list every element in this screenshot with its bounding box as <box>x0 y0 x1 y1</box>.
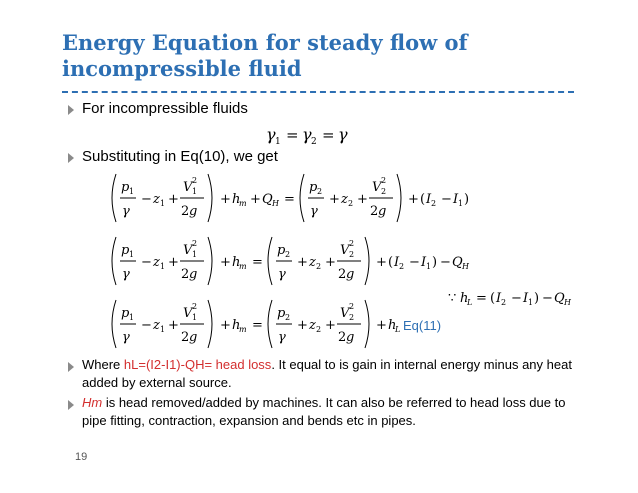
head-loss-definition <box>448 287 588 309</box>
svg-text:g: g <box>189 204 198 219</box>
svg-text:=: = <box>476 291 487 306</box>
svg-text:2: 2 <box>348 199 354 208</box>
svg-text:h: h <box>232 318 241 333</box>
svg-text:−: − <box>141 255 152 270</box>
note1-head-loss-term: hL=(I2-I1)-QH= head loss <box>123 357 272 372</box>
svg-text:1: 1 <box>192 187 198 196</box>
svg-text:p: p <box>121 243 130 258</box>
svg-text:g: g <box>346 267 355 282</box>
note-head-loss <box>82 356 582 392</box>
svg-text:p: p <box>277 243 286 258</box>
svg-text:γ: γ <box>278 267 286 282</box>
svg-text:+: + <box>297 255 308 270</box>
svg-text:2: 2 <box>349 250 355 259</box>
svg-text:p: p <box>309 180 318 195</box>
slide-title-line2: incompressible fluid <box>62 56 302 81</box>
svg-text:(: ( <box>388 255 394 270</box>
svg-text:2: 2 <box>399 262 405 271</box>
bullet-arrow-icon <box>68 153 74 163</box>
svg-text:z: z <box>309 318 316 333</box>
svg-text:(: ( <box>420 192 426 207</box>
svg-text:z: z <box>153 318 160 333</box>
note2-rest: is head removed/added by machines. It can also be referred to head loss due to pipe fitting, contraction, expansion and bends etc in pipes. <box>82 395 566 428</box>
svg-text:p: p <box>277 306 286 321</box>
svg-text:Q: Q <box>262 192 273 207</box>
svg-text:2: 2 <box>285 250 291 259</box>
svg-text:γ: γ <box>338 125 348 144</box>
svg-text:−: − <box>542 291 553 306</box>
svg-text:V: V <box>340 243 350 258</box>
svg-text:2: 2 <box>338 330 347 345</box>
svg-text:−: − <box>409 255 420 270</box>
svg-text:1: 1 <box>192 250 198 259</box>
equation-c <box>108 296 408 352</box>
svg-text:γ: γ <box>122 204 130 219</box>
svg-text:2: 2 <box>370 204 379 219</box>
svg-text:1: 1 <box>160 262 166 271</box>
svg-text:g: g <box>189 267 198 282</box>
svg-text:γ: γ <box>122 330 130 345</box>
svg-text:g: g <box>189 330 198 345</box>
svg-text:=: = <box>284 192 295 207</box>
svg-text:γ: γ <box>278 330 286 345</box>
svg-text:2: 2 <box>338 267 347 282</box>
svg-text:1: 1 <box>160 199 166 208</box>
bullet-arrow-icon <box>68 105 74 115</box>
svg-text:I: I <box>496 291 502 306</box>
svg-text:h: h <box>232 192 241 207</box>
svg-text:+: + <box>376 255 387 270</box>
svg-text:h: h <box>232 255 241 270</box>
svg-text:2: 2 <box>381 187 387 196</box>
svg-text:1: 1 <box>275 137 281 147</box>
svg-text:−: − <box>441 192 452 207</box>
bullet-arrow-icon <box>68 400 74 410</box>
svg-text:V: V <box>183 180 193 195</box>
svg-text:h: h <box>460 291 469 306</box>
note1-rest: . It equal to is gain in internal energy minus any heat added by external source. <box>82 357 572 390</box>
svg-text:V: V <box>372 180 382 195</box>
slide-title <box>62 30 582 82</box>
svg-text:+: + <box>220 318 231 333</box>
svg-text:γ: γ <box>266 125 276 144</box>
svg-text:γ: γ <box>302 125 312 144</box>
svg-text:2: 2 <box>192 302 198 311</box>
svg-text:∵: ∵ <box>448 291 457 306</box>
svg-text:): ) <box>464 192 470 207</box>
svg-text:−: − <box>440 255 451 270</box>
note1-prefix: Where <box>82 357 124 372</box>
svg-text:I: I <box>426 192 432 207</box>
bullet-arrow-icon <box>68 362 74 372</box>
svg-text:I: I <box>421 255 427 270</box>
svg-text:−: − <box>511 291 522 306</box>
svg-text:+: + <box>220 192 231 207</box>
svg-text:2: 2 <box>349 313 355 322</box>
svg-text:+: + <box>297 318 308 333</box>
svg-text:=: = <box>252 318 263 333</box>
svg-text:2: 2 <box>181 267 190 282</box>
svg-text:+: + <box>168 255 179 270</box>
svg-text:2: 2 <box>192 176 198 185</box>
svg-text:V: V <box>340 306 350 321</box>
equation-b <box>108 233 578 289</box>
svg-text:2: 2 <box>317 187 323 196</box>
svg-text:−: − <box>141 318 152 333</box>
gamma-equation <box>266 122 386 146</box>
svg-text:V: V <box>183 243 193 258</box>
svg-text:H: H <box>564 298 571 307</box>
svg-text:2: 2 <box>381 176 387 185</box>
svg-text:2: 2 <box>431 199 437 208</box>
svg-text:Q: Q <box>554 291 565 306</box>
bullet-incompressible: For incompressible fluids <box>82 100 248 117</box>
svg-text:+: + <box>325 255 336 270</box>
svg-text:m: m <box>239 199 247 208</box>
svg-text:2: 2 <box>316 262 322 271</box>
svg-text:2: 2 <box>311 137 317 147</box>
svg-text:Q: Q <box>452 255 463 270</box>
svg-text:+: + <box>376 318 387 333</box>
svg-text:+: + <box>250 192 261 207</box>
svg-text:γ: γ <box>310 204 318 219</box>
svg-text:I: I <box>394 255 400 270</box>
svg-text:1: 1 <box>458 199 464 208</box>
svg-text:g: g <box>346 330 355 345</box>
svg-text:2: 2 <box>285 313 291 322</box>
svg-text:γ: γ <box>122 267 130 282</box>
svg-text:1: 1 <box>129 313 135 322</box>
svg-text:z: z <box>309 255 316 270</box>
svg-text:p: p <box>121 306 130 321</box>
svg-text:m: m <box>239 325 247 334</box>
svg-text:2: 2 <box>192 239 198 248</box>
svg-text:z: z <box>153 192 160 207</box>
equation-a <box>108 170 578 226</box>
svg-text:+: + <box>220 255 231 270</box>
svg-text:L: L <box>395 325 401 334</box>
svg-text:z: z <box>341 192 348 207</box>
page-number: 19 <box>75 451 88 463</box>
svg-text:m: m <box>239 262 247 271</box>
svg-text:2: 2 <box>349 302 355 311</box>
svg-text:+: + <box>168 192 179 207</box>
svg-text:): ) <box>534 291 540 306</box>
svg-text:1: 1 <box>160 325 166 334</box>
svg-text:+: + <box>408 192 419 207</box>
svg-text:g: g <box>378 204 387 219</box>
svg-text:+: + <box>168 318 179 333</box>
svg-text:1: 1 <box>129 250 135 259</box>
svg-text:I: I <box>453 192 459 207</box>
svg-text:h: h <box>388 318 397 333</box>
svg-text:=: = <box>286 126 299 144</box>
svg-text:−: − <box>141 192 152 207</box>
svg-text:p: p <box>121 180 130 195</box>
svg-text:): ) <box>432 255 438 270</box>
svg-text:1: 1 <box>426 262 432 271</box>
svg-text:I: I <box>523 291 529 306</box>
svg-text:z: z <box>153 255 160 270</box>
svg-text:2: 2 <box>181 204 190 219</box>
svg-text:1: 1 <box>528 298 534 307</box>
svg-text:+: + <box>329 192 340 207</box>
svg-text:H: H <box>272 199 279 208</box>
equation-reference: Eq(11) <box>403 318 442 333</box>
svg-text:2: 2 <box>316 325 322 334</box>
svg-text:1: 1 <box>129 187 135 196</box>
svg-text:+: + <box>357 192 368 207</box>
svg-text:1: 1 <box>192 313 198 322</box>
svg-text:=: = <box>322 126 335 144</box>
note2-variable: Hm <box>82 395 103 410</box>
svg-text:V: V <box>183 306 193 321</box>
svg-text:=: = <box>252 255 263 270</box>
svg-text:2: 2 <box>501 298 507 307</box>
slide-title-line1: Energy Equation for steady flow of <box>62 30 468 55</box>
svg-text:+: + <box>325 318 336 333</box>
svg-text:2: 2 <box>349 239 355 248</box>
title-divider <box>62 91 574 93</box>
svg-text:H: H <box>462 262 469 271</box>
svg-text:2: 2 <box>181 330 190 345</box>
note-machine-head <box>82 394 582 430</box>
svg-text:(: ( <box>490 291 496 306</box>
bullet-substituting: Substituting in Eq(10), we get <box>82 148 278 165</box>
svg-text:L: L <box>467 298 473 307</box>
